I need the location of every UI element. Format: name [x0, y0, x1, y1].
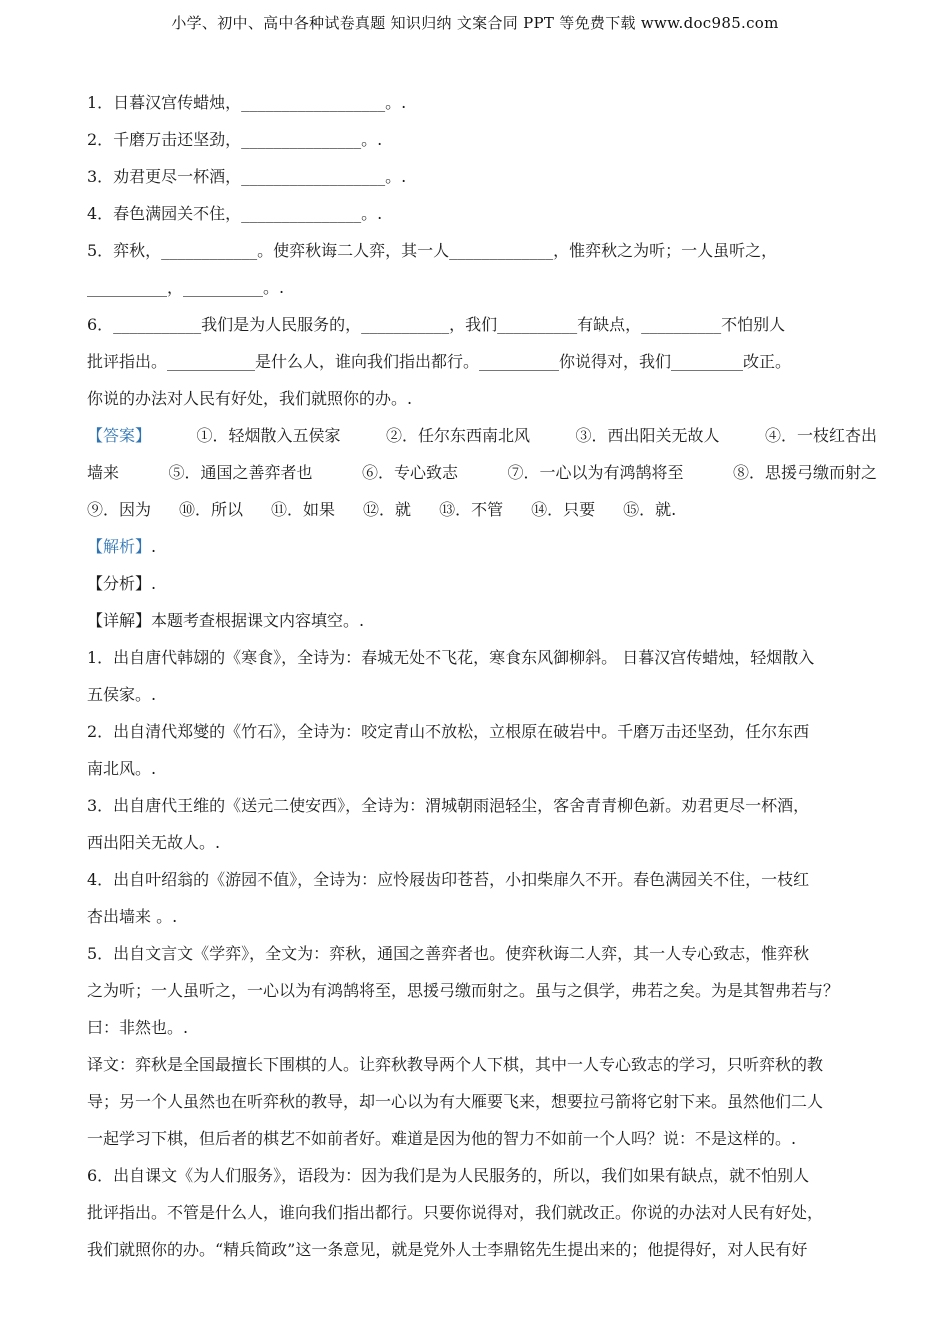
explanation-line: 批评指出。不管是什么人，谁向我们指出都行。只要你说得对，我们就改正。你说的办法对人民有好处，: [87, 1203, 824, 1222]
explanation-line: 之为听；一人虽听之，一心以为有鸿鹄将至，思援弓缴而射之。虽与之俱学，弗若之矣。为是其智弗若与？: [87, 981, 840, 1000]
page-header: 小学、初中、高中各种试卷真题 知识归纳 文案合同 PPT 等免费下载 www.doc985.com: [171, 14, 779, 32]
explanation-line: 杏出墙来 。.: [87, 907, 178, 926]
explanation-line: 导；另一个人虽然也在听弈秋的教导，却一心以为有大雁要飞来，想要拉弓箭将它射下来。虽然他们二人: [87, 1092, 824, 1111]
analysis-suffix: .: [151, 537, 157, 556]
answer-row: [87, 454, 877, 491]
question-line: 1．日暮汉宫传蜡烛，__________________。.: [87, 93, 407, 112]
question-line: __________，__________。.: [87, 278, 285, 297]
explanation-line: 五侯家。.: [87, 685, 157, 704]
question-line: 2．千磨万击还坚劲，_______________。.: [87, 130, 383, 149]
answer-item: ⑨．因为: [87, 500, 152, 519]
answer-item: ⑪．如果: [271, 500, 336, 519]
answer-row: [87, 417, 877, 454]
question-line: 批评指出。___________是什么人，谁向我们指出都行。__________你说得对，我们_________改正。: [87, 352, 792, 371]
answer-item: ⑮．就.: [623, 500, 677, 519]
answer-item: ⑦．一心以为有鸿鹄将至: [507, 463, 684, 482]
question-line: 4．春色满园关不住，_______________。.: [87, 204, 383, 223]
explanation-line: 一起学习下棋，但后者的棋艺不如前者好。难道是因为他的智力不如前一个人吗？说：不是这样的。.: [87, 1129, 797, 1148]
explanation-line: 我们就照你的办。“精兵简政”这一条意见，就是党外人士李鼎铭先生提出来的；他提得好，对人民有好: [87, 1240, 808, 1259]
analysis-label: 【解析】: [87, 537, 152, 556]
answer-section: [87, 417, 877, 528]
fenxi-heading: 【分析】.: [87, 574, 157, 593]
answer-item: ⑩．所以: [179, 500, 244, 519]
question-line: 6．___________我们是为人民服务的，___________，我们__________有缺点，__________不怕别人: [87, 315, 786, 334]
explanation: [87, 602, 877, 1268]
explanation-line: 3．出自唐代王维的《送元二使安西》，全诗为：渭城朝雨浥轻尘，客舍青青柳色新。劝君更尽一杯酒，: [87, 796, 810, 815]
explanation-line: 1．出自唐代韩翃的《寒食》，全诗为：春城无处不飞花，寒食东风御柳斜。 日暮汉宫传蜡烛，轻烟散入: [87, 648, 815, 667]
explanation-line: 南北风。.: [87, 759, 157, 778]
answer-item: ②．任尔东西南北风: [385, 426, 530, 445]
answer-row: [87, 491, 877, 528]
document-body: [87, 84, 877, 1268]
analysis-heading: [87, 528, 877, 565]
answer-item: ③．西出阳关无故人: [575, 426, 720, 445]
explanation-line: 译文：弈秋是全国最擅长下围棋的人。让弈秋教导两个人下棋，其中一人专心致志的学习，只听弈秋的教: [87, 1055, 824, 1074]
explanation-line: 西出阳关无故人。.: [87, 833, 221, 852]
explanation-line: 曰：非然也。.: [87, 1018, 189, 1037]
answer-item: ⑤．通国之善弈者也: [168, 463, 313, 482]
question-line: 3．劝君更尽一杯酒，__________________。.: [87, 167, 407, 186]
explanation-line: 4．出自叶绍翁的《游园不值》，全诗为：应怜屐齿印苍苔，小扣柴扉久不开。春色满园关不住，一枝红: [87, 870, 810, 889]
explanation-line: 2．出自清代郑燮的《竹石》，全诗为：咬定青山不放松，立根原在破岩中。千磨万击还坚劲，任尔东西: [87, 722, 810, 741]
explanation-line: 【详解】本题考查根据课文内容填空。.: [87, 611, 365, 630]
question-list: [87, 84, 877, 417]
answer-item: 墙来: [87, 463, 120, 482]
answer-label: 【答案】: [87, 426, 152, 445]
answer-item: ⑧．思援弓缴而射之: [732, 463, 877, 482]
answer-item: ④．一枝红杏出: [764, 426, 877, 445]
explanation-line: 6．出自课文《为人们服务》，语段为：因为我们是为人民服务的，所以，我们如果有缺点，就不怕别人: [87, 1166, 810, 1185]
explanation-line: 5．出自文言文《学弈》，全文为：弈秋，通国之善弈者也。使弈秋诲二人弈，其一人专心致志，惟弈秋: [87, 944, 810, 963]
answer-item: ⑥．专心致志: [361, 463, 458, 482]
question-line: 你说的办法对人民有好处，我们就照你的办。.: [87, 389, 413, 408]
answer-item: ⑭．只要: [531, 500, 596, 519]
answer-item: ⑬．不管: [439, 500, 504, 519]
answer-item: ①．轻烟散入五侯家: [196, 426, 341, 445]
question-line: 5．弈秋，____________。使弈秋诲二人弈，其一人_____________，惟弈秋之为听；一人虽听之，: [87, 241, 778, 260]
answer-item: ⑫．就: [363, 500, 412, 519]
